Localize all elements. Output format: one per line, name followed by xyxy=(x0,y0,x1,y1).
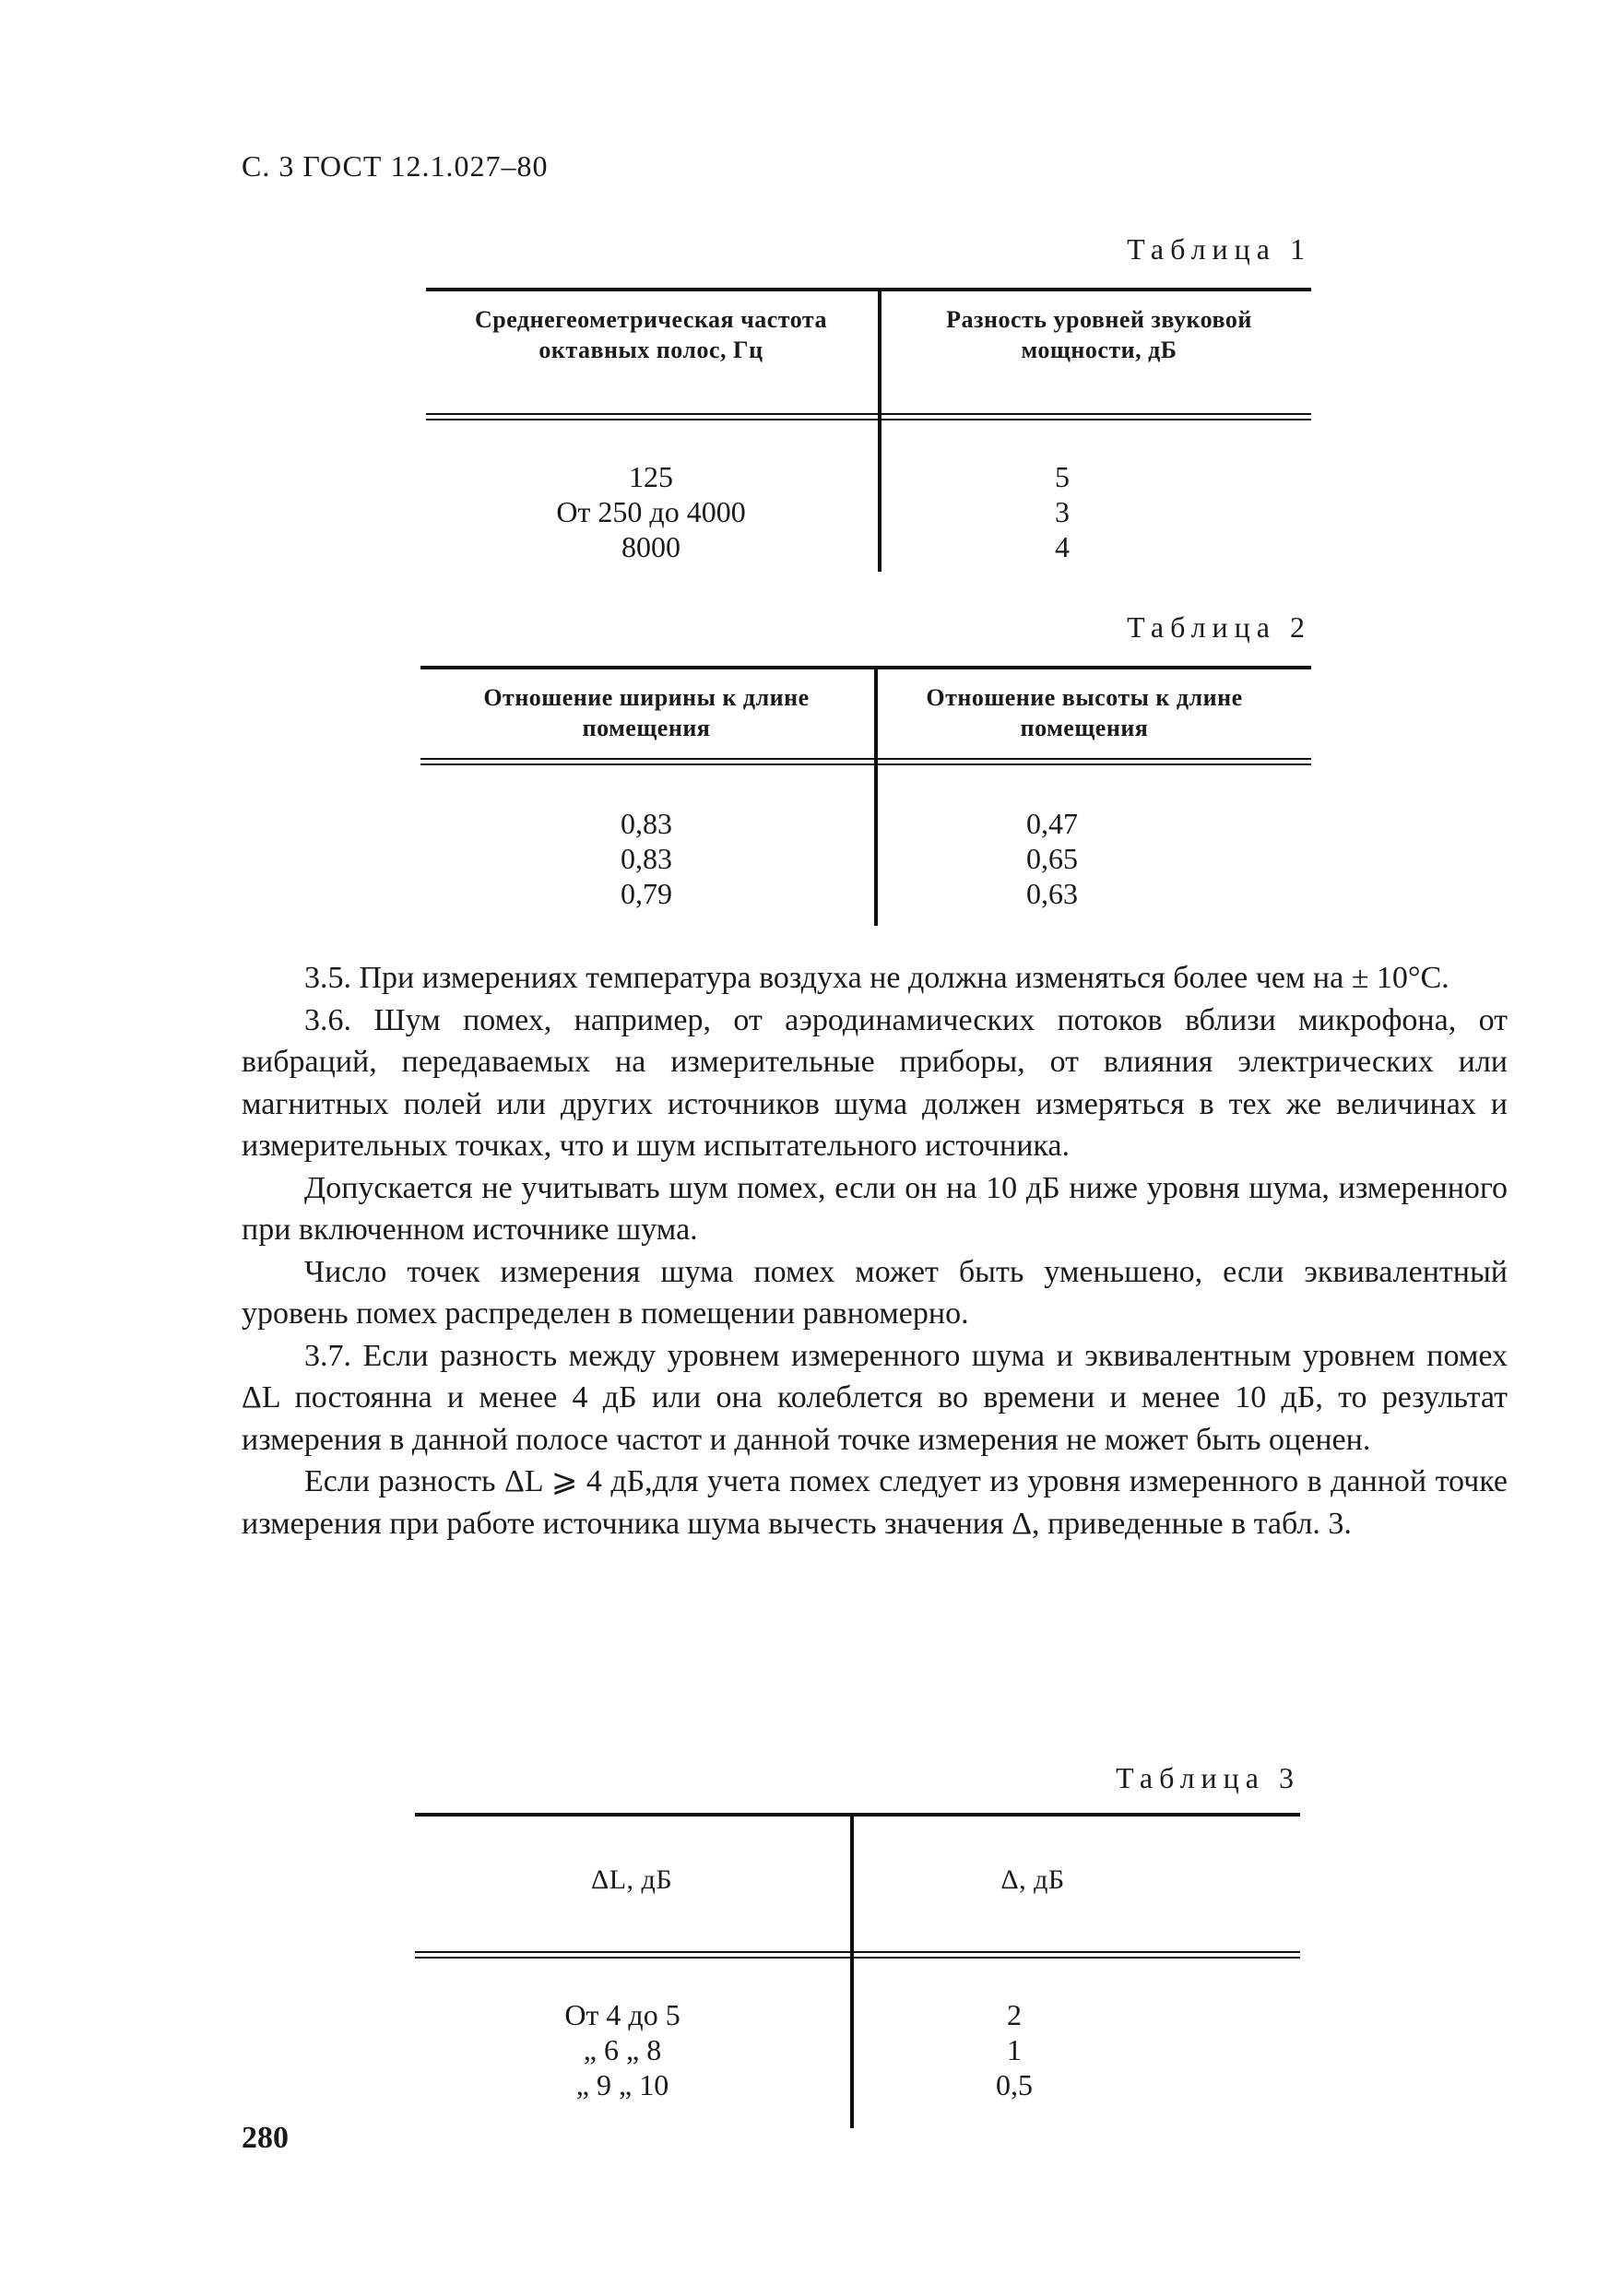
table-row: 0,5 xyxy=(996,2068,1033,2101)
table-row: 1 xyxy=(1007,2033,1022,2066)
table-1-col-1 xyxy=(426,459,876,564)
table-2 xyxy=(420,666,1311,926)
table-2-header-2: Отношение высоты к длине помещения xyxy=(926,684,1243,741)
page-header: С. 3 ГОСТ 12.1.027–80 xyxy=(242,149,549,183)
table-row: 5 xyxy=(1055,460,1070,493)
table-2-col-1 xyxy=(420,806,872,911)
table-3-caption: Таблица 3 xyxy=(1116,1761,1300,1794)
table-3 xyxy=(415,1813,1300,2128)
paragraph-3-7: 3.7. Если разность между уровнем измеренного шума и эквивалентным уровнем помех ΔL постоянна и менее 4 дБ или она колеблется во времени и менее 10 дБ, то результат измерения в данной полосе частот и данной точке измерения не может быть оценен. xyxy=(242,1338,1508,1457)
table-row: 0,79 xyxy=(621,877,672,910)
table-3-header-1: ΔL, дБ xyxy=(590,1864,673,1895)
table-row: 0,65 xyxy=(1026,842,1078,875)
table-row: От 250 до 4000 xyxy=(556,495,746,528)
table-row: 0,63 xyxy=(1026,877,1078,910)
table-row: „ 6 „ 8 xyxy=(583,2033,662,2066)
paragraph-noise-ignore: Допускается не учитывать шум помех, если он на 10 дБ ниже уровня шума, измеренного при включенном источнике шума. xyxy=(242,1170,1508,1247)
table-1-col-2 xyxy=(887,459,1237,564)
table-row: 125 xyxy=(629,460,673,493)
table-row: 2 xyxy=(1007,1998,1022,2031)
table-1-header-1: Среднегеометрическая частота октавных полос, Гц xyxy=(475,306,827,363)
table-2-header-1: Отношение ширины к длине помещения xyxy=(483,684,810,741)
paragraph-points: Число точек измерения шума помех может быть уменьшено, если эквивалентный уровень помех распределен в помещении равномерно. xyxy=(242,1254,1508,1331)
table-3-header-2: Δ, дБ xyxy=(1000,1864,1065,1895)
table-2-caption: Таблица 2 xyxy=(1127,610,1311,644)
table-row: „ 9 „ 10 xyxy=(575,2068,669,2101)
table-1-caption: Таблица 1 xyxy=(1127,232,1311,266)
paragraph-correction: Если разность ΔL ⩾ 4 дБ,для учета помех следует из уровня измеренного в данной точке измерения при работе источника шума вычесть значения Δ, приведенные в табл. 3. xyxy=(242,1464,1508,1541)
body-text xyxy=(242,957,1508,1544)
table-2-col-2 xyxy=(881,806,1223,911)
table-row: 0,83 xyxy=(621,807,672,840)
table-3-col-1 xyxy=(415,1997,830,2102)
table-row: 0,83 xyxy=(621,842,672,875)
table-row: От 4 до 5 xyxy=(564,1998,680,2031)
table-row: 8000 xyxy=(621,530,680,563)
table-row: 4 xyxy=(1055,530,1070,563)
table-1-header-2: Разность уровней звуковой мощности, дБ xyxy=(946,306,1252,363)
table-row: 0,47 xyxy=(1026,807,1078,840)
paragraph-3-5: 3.5. При измерениях температура воздуха не должна изменяться более чем на ± 10°С. xyxy=(304,961,1449,995)
page-number: 280 xyxy=(242,2121,289,2155)
table-row: 3 xyxy=(1055,495,1070,528)
table-1 xyxy=(426,288,1311,572)
paragraph-3-6: 3.6. Шум помех, например, от аэродинамических потоков вблизи микрофона, от вибраций, передаваемых на измерительные приборы, от влияния электрических или магнитных полей или других источников шума должен измеряться в тех же величинах и измерительных точках, что и шум испытательного источника. xyxy=(242,1002,1508,1163)
table-3-col-2 xyxy=(858,1997,1171,2102)
